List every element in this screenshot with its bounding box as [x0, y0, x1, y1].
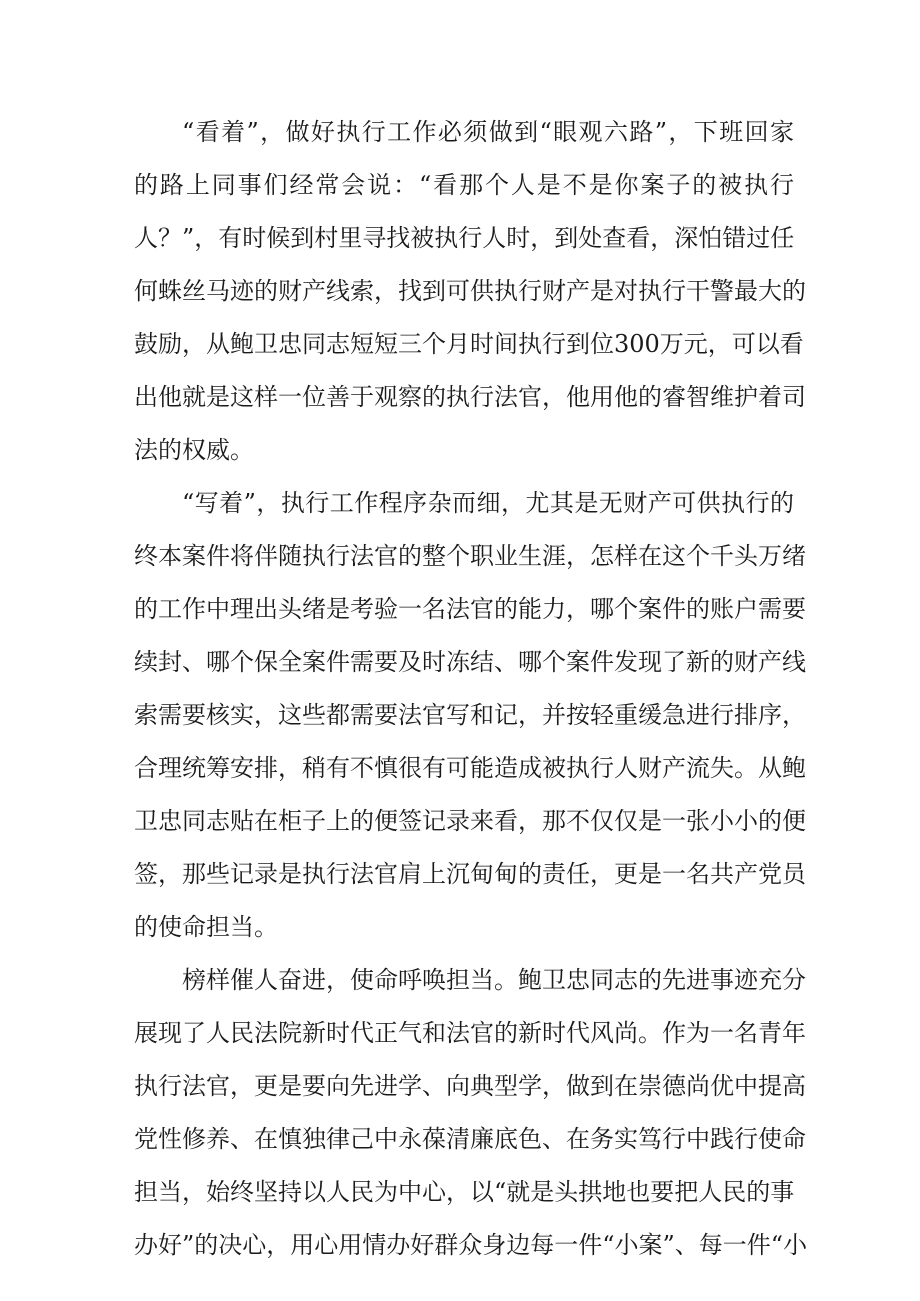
paragraph-line: “写着”，执行工作程序杂而细，尤其是无财产可供执行的: [182, 489, 794, 517]
paragraph-line: 担当，始终坚持以人民为中心，以“就是头拱地也要把人民的事: [134, 1178, 795, 1206]
paragraph-line: 何蛛丝马迹的财产线索，找到可供执行财产是对执行干警最大的: [134, 277, 806, 305]
paragraph-line: 执行法官，更是要向先进学、向典型学，做到在崇德尚优中提高: [134, 1072, 806, 1100]
paragraph-line: “看着”，做好执行工作必须做到“眼观六路”，下班回家: [182, 118, 794, 146]
paragraph-line: 法的权威。: [134, 436, 254, 464]
paragraph-kanzhe: [134, 106, 806, 477]
paragraph-bangyang: [134, 954, 808, 1272]
paragraph-line: 展现了人民法院新时代正气和法官的新时代风尚。作为一名青年: [134, 1019, 806, 1047]
paragraph-line: 合理统筹安排，稍有不慎很有可能造成被执行人财产流失。从鲍: [134, 754, 806, 782]
paragraph-line: 党性修养、在慎独律己中永葆清廉底色、在务实笃行中践行使命: [134, 1125, 806, 1153]
document-body: [134, 106, 808, 1272]
paragraph-xiezhe: [134, 477, 806, 954]
paragraph-line: 人？”，有时候到村里寻找被执行人时，到处查看，深怕错过任: [134, 224, 795, 252]
paragraph-line: 榜样催人奋进，使命呼唤担当。鲍卫忠同志的先进事迹充分: [182, 966, 806, 994]
paragraph-line: 出他就是这样一位善于观察的执行法官，他用他的睿智维护着司: [134, 383, 806, 411]
paragraph-line: 办好”的决心，用心用情办好群众身边每一件“小案”、每一件“小: [134, 1231, 808, 1259]
paragraph-line: 签，那些记录是执行法官肩上沉甸甸的责任，更是一名共产党员: [134, 860, 806, 888]
paragraph-line: 的路上同事们经常会说：“看那个人是不是你案子的被执行: [134, 171, 794, 199]
paragraph-line: 续封、哪个保全案件需要及时冻结、哪个案件发现了新的财产线: [134, 648, 806, 676]
paragraph-line: 卫忠同志贴在柜子上的便签记录来看，那不仅仅是一张小小的便: [134, 807, 806, 835]
paragraph-line: 的使命担当。: [134, 913, 278, 941]
paragraph-line: 终本案件将伴随执行法官的整个职业生涯，怎样在这个千头万绪: [134, 542, 806, 570]
paragraph-line: 索需要核实，这些都需要法官写和记，并按轻重缓急进行排序，: [134, 701, 806, 729]
paragraph-line: 鼓励，从鲍卫忠同志短短三个月时间执行到位300万元，可以看: [134, 330, 804, 358]
paragraph-line: 的工作中理出头绪是考验一名法官的能力，哪个案件的账户需要: [134, 595, 806, 623]
